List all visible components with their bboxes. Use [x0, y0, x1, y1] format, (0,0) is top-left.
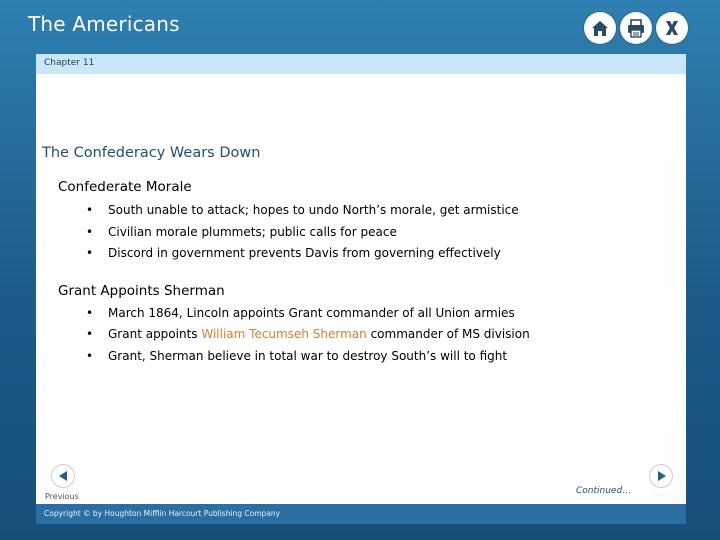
- arrow-right-icon: [650, 465, 672, 487]
- app-title: The Americans: [28, 12, 180, 36]
- bullet-dot: •: [86, 327, 94, 341]
- bullet-text: Discord in government prevents Davis from governing effectively: [108, 246, 501, 260]
- arrow-left-icon: [52, 465, 74, 487]
- footer-band: [36, 504, 686, 524]
- bullet-text: Civilian morale plummets; public calls for peace: [108, 225, 397, 239]
- bullet-text-after: commander of MS division: [366, 327, 530, 341]
- close-icon: [656, 12, 688, 44]
- home-icon: [584, 12, 616, 44]
- previous-label[interactable]: Previous: [45, 492, 79, 501]
- home-button[interactable]: [584, 12, 616, 44]
- print-button[interactable]: [620, 12, 652, 44]
- section-title-sherman: Grant Appoints Sherman: [58, 283, 225, 299]
- slide-content: [36, 74, 686, 504]
- next-label[interactable]: Next: [652, 491, 671, 500]
- highlighted-term-sherman: William Tecumseh Sherman: [201, 327, 367, 341]
- next-button[interactable]: [650, 465, 672, 487]
- bullet-text: Grant, Sherman believe in total war to destroy South’s will to fight: [108, 349, 508, 363]
- bullet-dot: •: [86, 225, 94, 239]
- copyright-text: Copyright © by Houghton Mifflin Harcourt Publishing Company: [44, 509, 281, 518]
- bullet-text: [108, 327, 530, 341]
- bullet-text: March 1864, Lincoln appoints Grant commander of all Union armies: [108, 306, 515, 320]
- close-button[interactable]: [656, 12, 688, 44]
- bullet-text-before: Grant appoints: [108, 327, 202, 341]
- section-title-morale: Confederate Morale: [58, 179, 192, 195]
- bullet-text: South unable to attack; hopes to undo North’s morale, get armistice: [108, 203, 519, 217]
- slide-heading: The Confederacy Wears Down: [42, 145, 261, 161]
- continued-label: Continued…: [576, 486, 632, 496]
- bullet-dot: •: [86, 203, 94, 217]
- previous-button[interactable]: [52, 465, 74, 487]
- print-icon: [620, 12, 652, 44]
- bullet-dot: •: [86, 349, 94, 363]
- bullet-dot: •: [86, 246, 94, 260]
- chapter-band: [36, 54, 686, 74]
- bullet-dot: •: [86, 306, 94, 320]
- chapter-label: Chapter 11: [44, 58, 95, 68]
